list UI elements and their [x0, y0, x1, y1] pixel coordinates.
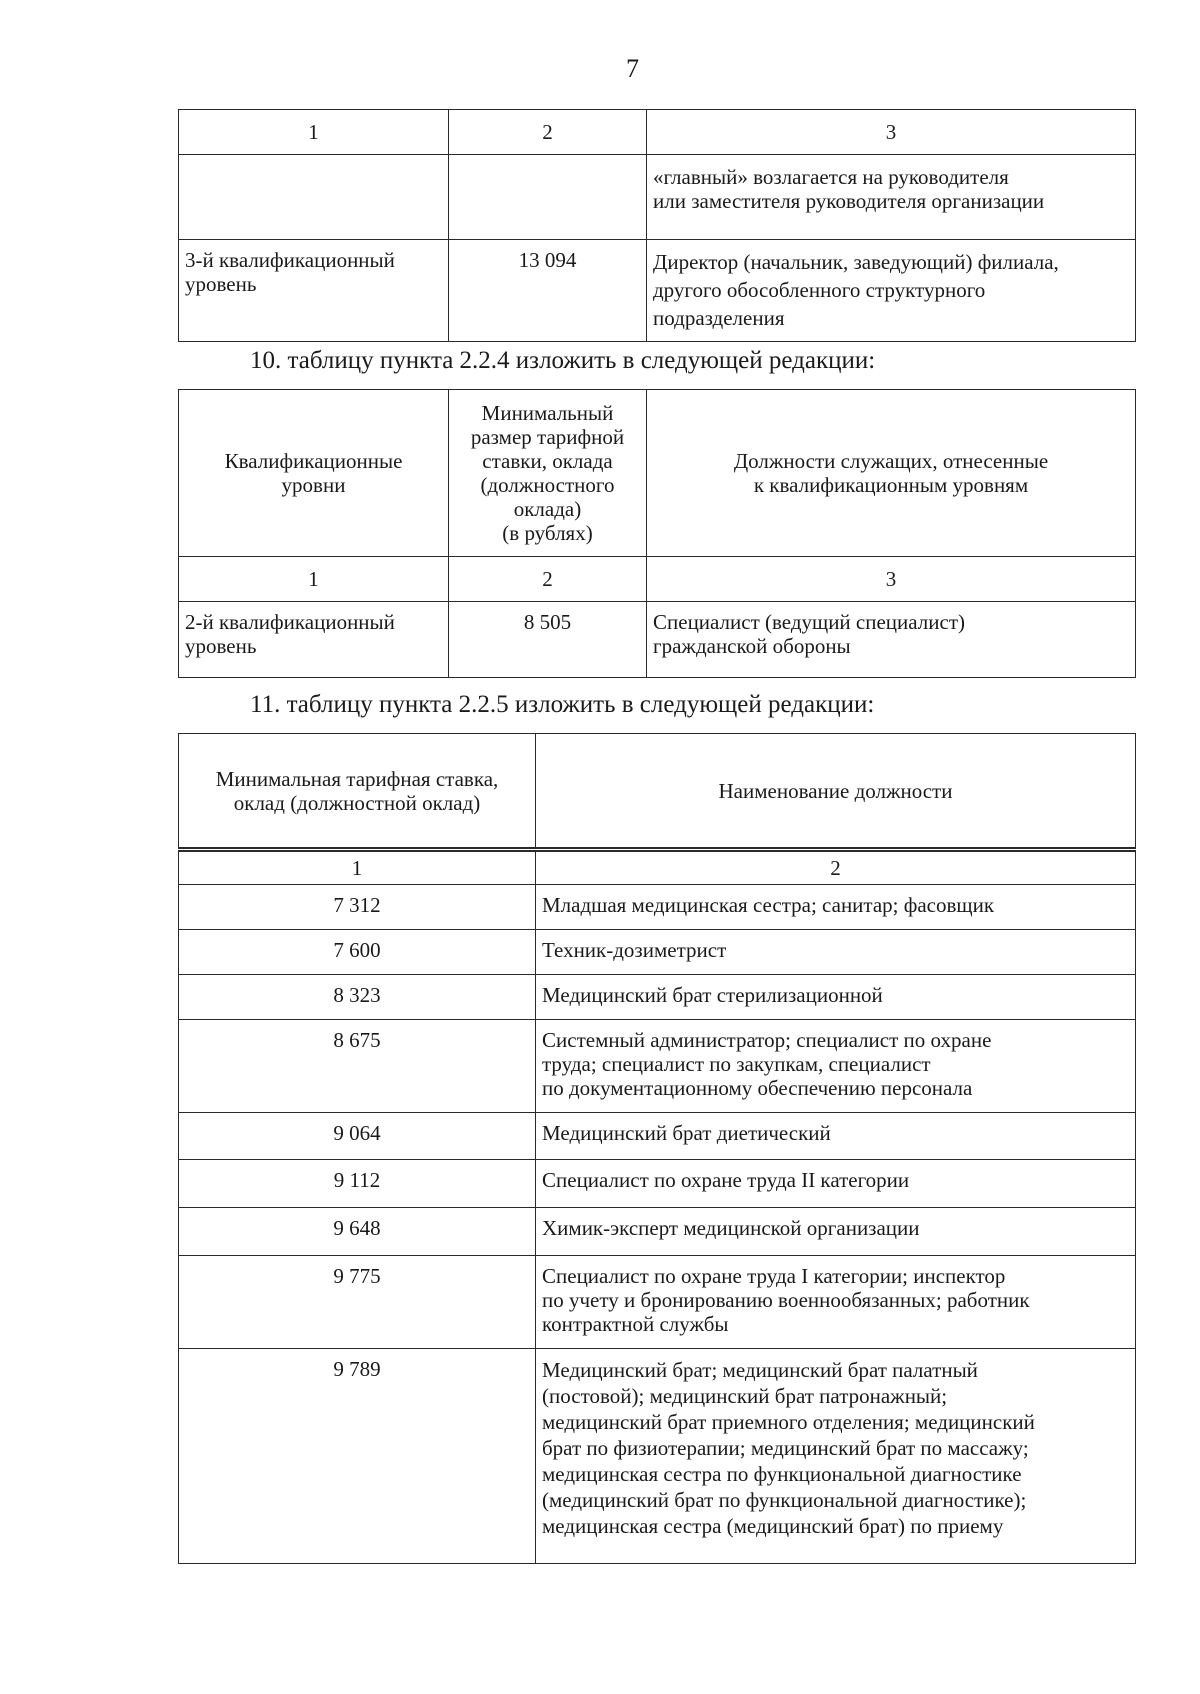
header-row: [179, 734, 1136, 850]
column-number: 2: [536, 850, 1136, 885]
header-line: к квалификационным уровням: [753, 473, 1029, 497]
amount-cell: 9 112: [179, 1160, 536, 1208]
position-cell: [536, 1349, 1136, 1564]
positions-cell: [647, 240, 1136, 342]
amount-cell: 13 094: [449, 240, 647, 342]
section-10-intro: 10. таблицу пункта 2.2.4 изложить в следующей редакции:: [250, 347, 876, 374]
table-row: [179, 1349, 1136, 1564]
header-positions: [647, 390, 1136, 557]
position-line: Системный администратор; специалист по охране: [542, 1028, 992, 1052]
amount-cell: 8 505: [449, 602, 647, 678]
column-number: 3: [647, 557, 1136, 602]
header-line: (должностного: [480, 473, 615, 497]
header-levels: Квалификационные уровни: [179, 390, 449, 557]
amount-cell: 9 789: [179, 1349, 536, 1564]
positions-cell: [647, 602, 1136, 678]
position-cell: [536, 975, 1136, 1020]
level-cell: [179, 155, 449, 240]
amount-cell: 8 675: [179, 1020, 536, 1113]
positions-line: «главный» возлагается на руководителя: [653, 165, 1009, 189]
position-line: медицинский брат приемного отделения; медицинский: [542, 1410, 1035, 1434]
position-cell: [536, 930, 1136, 975]
position-cell: [536, 1160, 1136, 1208]
position-cell: [536, 885, 1136, 930]
table-row: [179, 930, 1136, 975]
table-row: [179, 885, 1136, 930]
positions-line: Директор (начальник, заведующий) филиала,: [653, 250, 1059, 274]
position-line: Медицинский брат; медицинский брат палатный: [542, 1358, 978, 1382]
header-line: ставки, оклада: [482, 449, 613, 473]
position-line: Специалист по охране труда I категории; инспектор: [542, 1264, 1006, 1288]
positions-line: Специалист (ведущий специалист): [653, 610, 965, 634]
column-number: 2: [449, 110, 647, 155]
column-number-row: [179, 850, 1136, 885]
position-line: контрактной службы: [542, 1312, 729, 1336]
page-number: 7: [626, 54, 639, 83]
column-number: 1: [179, 850, 536, 885]
position-line: брат по физиотерапии; медицинский брат по массажу;: [542, 1436, 1029, 1460]
header-line: оклад (должностной оклад): [233, 790, 481, 815]
header-amount: [449, 390, 647, 557]
column-number: 3: [647, 110, 1136, 155]
positions-line: или заместителя руководителя организации: [653, 189, 1045, 213]
amount-cell: 8 323: [179, 975, 536, 1020]
positions-line: гражданской обороны: [653, 634, 851, 658]
position-line: Медицинский брат диетический: [542, 1121, 831, 1145]
position-cell: [536, 1208, 1136, 1256]
position-line: труда; специалист по закупкам, специалист: [542, 1052, 931, 1076]
header-line: Должности служащих, отнесенные: [733, 449, 1049, 473]
positions-line: подразделения: [653, 306, 785, 330]
table-row: [179, 240, 1136, 342]
section-11-table: [178, 733, 1136, 1564]
continuation-table: [178, 109, 1136, 342]
table-row: [179, 155, 1136, 240]
column-number: 1: [179, 557, 449, 602]
section-10-table: [178, 389, 1136, 678]
position-cell: [536, 1256, 1136, 1349]
section-11-intro: 11. таблицу пункта 2.2.5 изложить в следующей редакции:: [250, 691, 875, 718]
header-line: Минимальный: [481, 401, 614, 425]
amount-cell: 7 312: [179, 885, 536, 930]
position-line: по документационному обеспечению персонала: [542, 1076, 973, 1100]
position-line: медицинская сестра по функциональной диагностике: [542, 1462, 1022, 1486]
amount-cell: 9 775: [179, 1256, 536, 1349]
level-cell: 2-й квалификационный уровень: [179, 602, 449, 678]
table-row: [179, 1020, 1136, 1113]
header-line: оклада): [513, 497, 582, 521]
position-line: Химик-эксперт медицинской организации: [542, 1216, 920, 1240]
position-line: (постовой); медицинский брат патронажный;: [542, 1384, 948, 1408]
position-line: (медицинский брат по функциональной диагностике);: [542, 1488, 1027, 1512]
position-cell: [536, 1020, 1136, 1113]
header-line: Минимальная тарифная ставка,: [215, 766, 499, 791]
positions-line: другого обособленного структурного: [653, 278, 986, 302]
amount-cell: 9 064: [179, 1113, 536, 1160]
positions-cell: [647, 155, 1136, 240]
amount-cell: [449, 155, 647, 240]
header-line: (в рублях): [502, 521, 593, 545]
position-line: Техник-дозиметрист: [542, 938, 727, 962]
amount-cell: 7 600: [179, 930, 536, 975]
column-number-row: [179, 110, 1136, 155]
header-line: размер тарифной: [470, 425, 625, 449]
table-row: [179, 1160, 1136, 1208]
header-row: [179, 390, 1136, 557]
column-number-row: [179, 557, 1136, 602]
table-row: [179, 1256, 1136, 1349]
column-number: 2: [449, 557, 647, 602]
table-row: [179, 602, 1136, 678]
position-line: Специалист по охране труда II категории: [542, 1168, 910, 1192]
position-cell: [536, 1113, 1136, 1160]
header-amount: [179, 734, 536, 850]
table-row: [179, 1113, 1136, 1160]
position-line: Младшая медицинская сестра; санитар; фасовщик: [542, 893, 995, 917]
position-line: Медицинский брат стерилизационной: [542, 983, 883, 1007]
position-line: по учету и бронированию военнообязанных; работник: [542, 1288, 1030, 1312]
amount-cell: 9 648: [179, 1208, 536, 1256]
column-number: 1: [179, 110, 449, 155]
position-line: медицинская сестра (медицинский брат) по приему: [542, 1514, 1004, 1538]
table-row: [179, 975, 1136, 1020]
header-position: Наименование должности: [536, 734, 1136, 850]
table-row: [179, 1208, 1136, 1256]
level-cell: 3-й квалификационный уровень: [179, 240, 449, 342]
